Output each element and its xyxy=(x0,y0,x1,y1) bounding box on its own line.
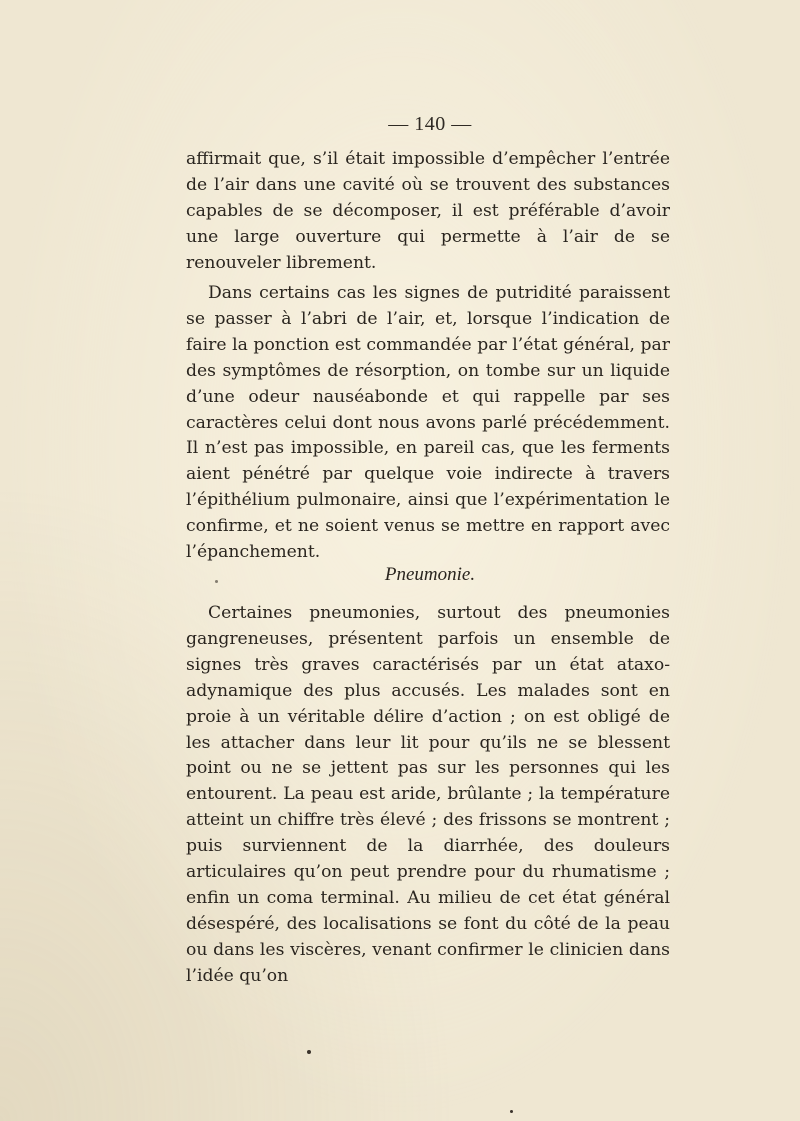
paragraph-continuation xyxy=(186,147,670,277)
paragraph-text: Certaines pneumonies, surtout des pneumonies gangreneuses, présentent parfois un ensemble de signes très graves caractérisés par un état ataxo-adynamique des plus accusés. Les malades sont en proie à un véritable délire d’action ; on est obligé de les attacher dans leur lit pour qu’ils ne se blessent point ou ne se jettent pas sur les personnes qui les entourent. La peau est aride, brûlante ; la température atteint un chiffre très élevé ; des frissons se montrent ; puis surviennent de la diarrhée, des douleurs articulaires qu’on peut prendre pour du rhumatisme ; enfin un coma terminal. Au milieu de cet état général désespéré, des localisations se font du côté de la peau ou dans les viscères, venant confirmer le clinicien dans l’idée qu’on xyxy=(186,603,670,986)
paragraph-pneumonies xyxy=(186,601,670,990)
ink-speck xyxy=(215,580,218,583)
page-number: — 140 — xyxy=(388,113,472,135)
section-heading: Pneumonie. xyxy=(384,564,476,585)
paragraph-text: Dans certains cas les signes de putridité paraissent se passer à l’abri de l’air, et, lorsque l’indication de faire la ponction est commandée par l’état général, par des symptômes de résorption, on tombe sur un liquide d’une odeur nauséabonde et qui rappelle par ses caractères celui dont nous avons parlé précédemment. Il n’est pas impossible, en pareil cas, que les ferments aient pénétré par quelque voie indirecte à travers l’épithélium pulmonaire, ainsi que l’expérimentation le confirme, et ne soient venus se mettre en rapport avec l’épanchement. xyxy=(186,283,670,563)
ink-speck xyxy=(307,1050,311,1054)
paragraph-text: affirmait que, s’il était impossible d’empêcher l’entrée de l’air dans une cavité où se trouvent des substances capables de se décomposer, il est préférable d’avoir une large ouverture qui permette à l’air de se renouveler librement. xyxy=(186,149,670,273)
paragraph-putridite xyxy=(186,281,670,566)
ink-speck xyxy=(510,1110,513,1113)
